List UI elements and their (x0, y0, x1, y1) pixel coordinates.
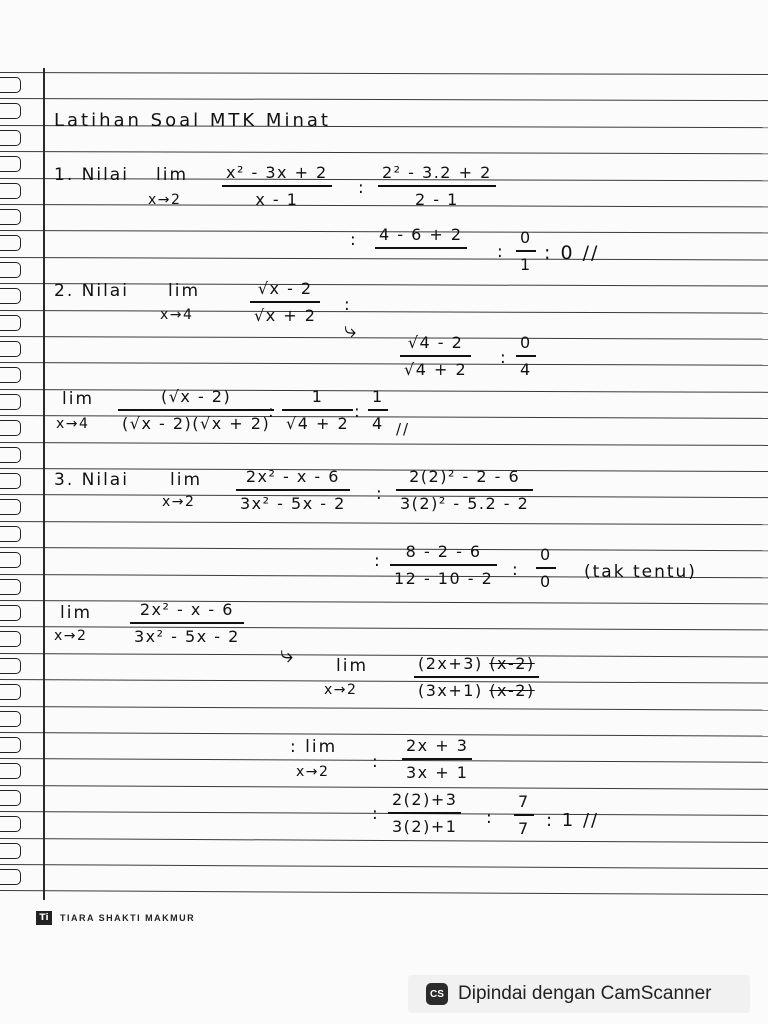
binding-ring (0, 103, 21, 119)
p3-sub-fraction-den: 3(2)+1 (392, 816, 458, 836)
ruled-line (0, 442, 768, 446)
ruled-line (0, 706, 768, 711)
ruled-line (0, 785, 768, 790)
fraction-bar (516, 355, 536, 357)
binding-ring (0, 209, 21, 225)
p3-result-num: 0 (540, 545, 552, 564)
binding-ring (0, 526, 21, 542)
binding-ring (0, 367, 21, 383)
p2-work-lim: lim (62, 389, 95, 409)
p3-factor-num-a: (2x+3) (418, 654, 483, 673)
binding-ring (0, 183, 21, 199)
equals-sign: : (500, 348, 508, 368)
p3-fraction-den: 3x² - 5x - 2 (240, 493, 346, 513)
fraction-bar (378, 185, 496, 187)
p1-final: : 0 // (544, 242, 600, 264)
equals-sign: : (350, 230, 358, 250)
p3-factor-approach: x→2 (324, 682, 358, 698)
fraction-bar (396, 489, 533, 491)
p2-work-fraction-den: (√x - 2)(√x + 2) (122, 413, 271, 433)
binding-ring (0, 869, 21, 885)
p3-factor-lim: lim (336, 656, 369, 676)
p3-work-lim: lim (60, 603, 93, 623)
p2-work-step-den: √4 + 2 (286, 413, 350, 433)
equals-sign: : (372, 804, 380, 824)
page-title: Latihan Soal MTK Minat (54, 110, 331, 131)
ruled-line (0, 890, 768, 895)
fraction-bar (536, 567, 556, 569)
p3-sub-num: 2(2)² - 2 - 6 (409, 467, 521, 486)
equals-sign: : (358, 178, 366, 198)
fraction-bar (375, 247, 467, 249)
p2-work-step (282, 387, 353, 433)
p2-sub-num: √4 - 2 (407, 333, 464, 352)
ruled-line (0, 811, 768, 816)
ruled-line (0, 679, 768, 684)
p3-work-approach: x→2 (54, 628, 88, 644)
fraction-bar (130, 622, 244, 624)
p2-sub-den: √4 + 2 (404, 359, 468, 379)
p2-fraction-den: √x + 2 (254, 305, 317, 325)
p3-work-fraction (130, 600, 244, 646)
p2-label: 2. Nilai (54, 281, 129, 301)
binding-ring (0, 447, 21, 463)
binding-ring (0, 711, 21, 727)
p3-work-fraction-den: 3x² - 5x - 2 (134, 626, 240, 646)
p1-result (516, 228, 536, 274)
p1-fraction-den: x - 1 (255, 189, 299, 209)
camscanner-text: Dipindai dengan CamScanner (458, 983, 712, 1004)
equals-sign: : (512, 560, 520, 580)
fraction-bar (368, 409, 388, 411)
binding-ring (0, 816, 21, 832)
brand-logo-icon: Ti (36, 911, 52, 925)
p3-factor-den-a: (3x+1) (418, 680, 483, 700)
p3-factor-den-b: (x-2) (489, 680, 535, 700)
p3-step-num: 8 - 2 - 6 (405, 542, 482, 561)
equals-sign: : (486, 808, 494, 828)
ruled-line (0, 151, 768, 154)
binding-ring (0, 605, 21, 621)
p3-step (390, 542, 497, 588)
arrow-bracket: ⤷ (280, 640, 296, 668)
p3-simp-num: 2x + 3 (406, 736, 469, 755)
binding-ring (0, 737, 21, 753)
binding-ring (0, 341, 21, 357)
ruled-line (0, 494, 768, 498)
p2-work-final (368, 387, 388, 433)
p1-sub-num: 2² - 3.2 + 2 (382, 163, 492, 182)
ruled-line (0, 600, 768, 604)
p3-sub-den: 3(2)² - 5.2 - 2 (400, 493, 530, 513)
binding-ring (0, 552, 21, 568)
ruled-line (0, 336, 768, 340)
p2-work-fraction (118, 387, 274, 433)
fraction-bar (402, 758, 472, 760)
binding-ring (0, 790, 21, 806)
p3-label: 3. Nilai (54, 470, 129, 490)
p3-sub-result-num: 7 (518, 792, 530, 811)
p1-label: 1. Nilai (54, 165, 129, 185)
p3-note: (tak tentu) (584, 562, 697, 582)
binding-ring (0, 235, 21, 251)
p3-result (536, 545, 556, 591)
fraction-bar (236, 489, 350, 491)
ruled-line (0, 72, 768, 75)
fraction-bar (118, 409, 274, 411)
fraction-bar (400, 355, 471, 357)
p2-work-final-num: 1 (372, 387, 384, 406)
p3-result-den: 0 (540, 571, 552, 591)
binding-ring (0, 315, 21, 331)
binding-ring (0, 631, 21, 647)
p3-simp-den: 3x + 1 (406, 762, 469, 782)
equals-sign: : (372, 752, 380, 772)
p3-sub-fraction (388, 790, 461, 836)
equals-sign: : (268, 402, 276, 422)
p1-step (375, 225, 467, 252)
ruled-line (0, 257, 768, 260)
ruled-line (0, 653, 768, 657)
p2-result-den: 4 (520, 359, 532, 379)
p2-result-num: 0 (520, 333, 532, 352)
p1-result-num: 0 (520, 228, 532, 247)
p1-fraction-num: x² - 3x + 2 (226, 163, 328, 182)
arrow-bracket: ⤷ (344, 318, 359, 343)
p3-factor-num-b: (x-2) (489, 654, 535, 673)
p3-simp-fraction (402, 736, 472, 782)
ruled-line (0, 864, 768, 869)
binding-ring (0, 420, 21, 436)
p1-fraction (222, 163, 332, 209)
final-mark: // (396, 420, 411, 438)
p3-lim: lim (170, 470, 203, 490)
equals-sign: : (354, 402, 362, 422)
brand-name: TIARA SHAKTI MAKMUR (60, 913, 196, 923)
fraction-bar (250, 301, 320, 303)
p3-fraction-num: 2x² - x - 6 (245, 467, 340, 486)
ruled-line (0, 310, 768, 314)
p3-sub-fraction-num: 2(2)+3 (392, 790, 458, 809)
ruled-line (0, 521, 768, 525)
binding-ring (0, 843, 21, 859)
p2-sub (400, 333, 471, 379)
binding-ring (0, 262, 21, 278)
binding-ring (0, 394, 21, 410)
p2-work-fraction-num: (√x - 2) (160, 387, 232, 406)
p3-sub-result (514, 792, 534, 838)
ruled-line (0, 362, 768, 366)
p3-factor-den (414, 681, 539, 700)
ruled-line (0, 838, 768, 843)
fraction-bar (516, 250, 536, 252)
notebook-brand (36, 911, 195, 925)
p2-lim: lim (168, 281, 201, 301)
binding-ring (0, 473, 21, 489)
p3-simp-approach: x→2 (296, 764, 330, 780)
p3-approach: x→2 (162, 494, 196, 510)
p3-factor-num (414, 654, 539, 673)
ruled-line (0, 758, 768, 763)
fraction-bar (414, 676, 539, 678)
p3-factor-fraction (414, 654, 539, 700)
binding-ring (0, 763, 21, 779)
equals-sign: : (376, 484, 384, 504)
p3-simp-lim: : lim (290, 737, 338, 757)
p3-fraction (236, 467, 350, 513)
camscanner-logo-icon: CS (426, 983, 448, 1005)
p2-fraction-num: √x - 2 (257, 279, 313, 298)
p1-approach: x→2 (148, 192, 182, 208)
p3-sub-result-den: 7 (518, 818, 530, 838)
fraction-bar (388, 812, 461, 814)
binding-ring (0, 579, 21, 595)
binding-ring (0, 130, 21, 146)
p1-sub (378, 163, 496, 209)
ruled-line (0, 732, 768, 737)
fraction-bar (282, 409, 353, 411)
ruled-line (0, 547, 768, 551)
p2-result (516, 333, 536, 379)
fraction-bar (514, 814, 534, 816)
ruled-line (0, 626, 768, 630)
p1-result-den: 1 (520, 254, 532, 274)
binding-ring (0, 658, 21, 674)
binding-ring (0, 499, 21, 515)
binding-ring (0, 156, 21, 172)
p2-fraction (250, 279, 320, 325)
binding-ring (0, 77, 21, 93)
ruled-line (0, 98, 768, 101)
binding-ring (0, 684, 21, 700)
fraction-bar (222, 185, 332, 187)
p2-work-approach: x→4 (56, 416, 90, 432)
p2-approach: x→4 (160, 307, 194, 323)
p3-final: : 1 // (546, 810, 600, 831)
camscanner-watermark (408, 975, 750, 1013)
fraction-bar (390, 564, 497, 566)
equals-sign: : (344, 295, 352, 315)
margin-line (43, 68, 45, 900)
equals-sign: : (374, 551, 382, 571)
binding-ring (0, 288, 21, 304)
p3-work-fraction-num: 2x² - x - 6 (139, 600, 234, 619)
p1-step-num: 4 - 6 + 2 (379, 225, 463, 244)
p2-work-step-num: 1 (311, 387, 324, 406)
p3-sub (396, 467, 533, 513)
p1-sub-den: 2 - 1 (414, 189, 459, 209)
p1-lim: lim (156, 165, 189, 185)
equals-sign: : (497, 242, 505, 262)
p2-work-final-den: 4 (372, 413, 384, 433)
p3-step-den: 12 - 10 - 2 (394, 568, 494, 588)
